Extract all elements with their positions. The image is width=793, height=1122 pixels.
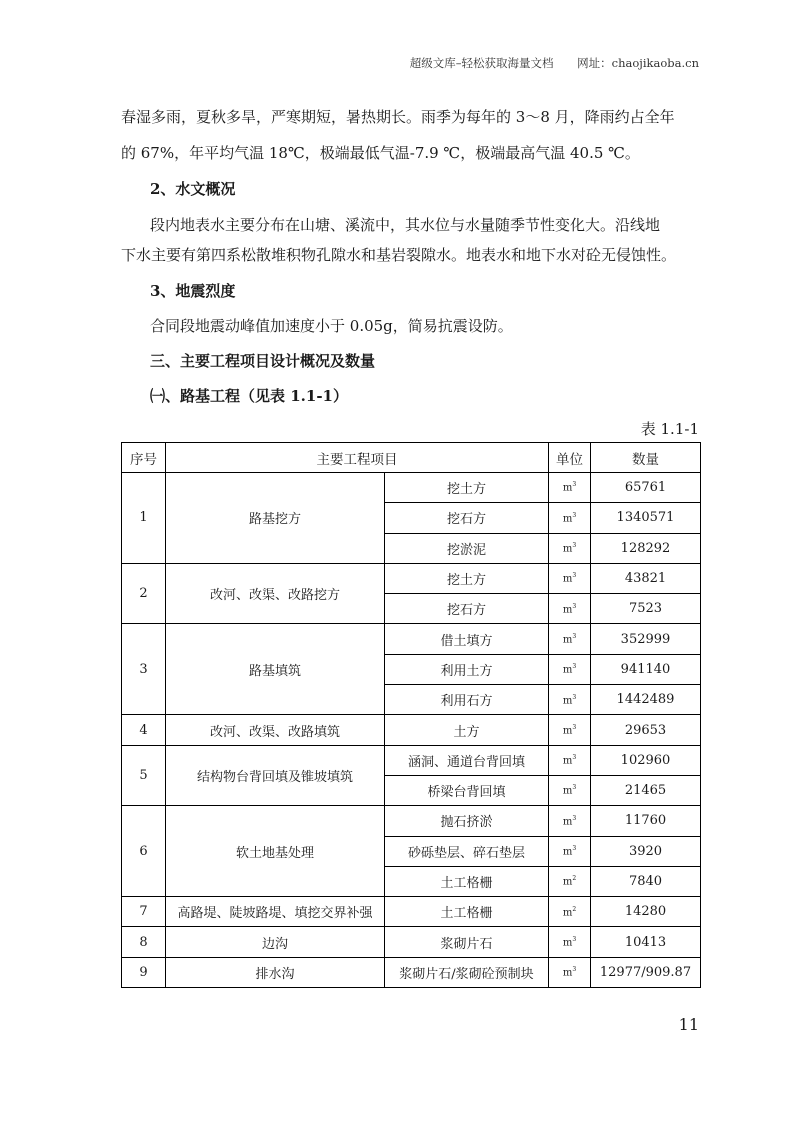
row-sub-item: 桥梁台背回填 xyxy=(385,775,549,805)
unit-exponent: 2 xyxy=(572,875,577,883)
row-unit xyxy=(549,745,591,775)
paragraph-climate-line1: 春湿多雨，夏秋多旱，严寒期短，暑热期长。雨季为每年的 3～8 月，降雨约占全年 xyxy=(121,108,675,126)
row-item-name: 路基填筑 xyxy=(166,624,385,715)
row-sub-item: 土方 xyxy=(385,715,549,745)
unit-exponent: 3 xyxy=(572,481,577,489)
table-row xyxy=(122,563,701,593)
row-quantity: 352999 xyxy=(591,624,701,654)
row-quantity: 10413 xyxy=(591,927,701,957)
row-quantity: 11760 xyxy=(591,806,701,836)
site-name: 超级文库–轻松获取海量文档 xyxy=(409,56,554,70)
unit-exponent: 3 xyxy=(572,693,577,701)
unit-base: m xyxy=(562,513,573,525)
row-quantity: 21465 xyxy=(591,775,701,805)
unit-base: m xyxy=(562,664,573,676)
table-row xyxy=(122,715,701,745)
unit-base: m xyxy=(562,816,573,828)
unit-base: m xyxy=(562,967,573,979)
row-unit xyxy=(549,806,591,836)
row-unit xyxy=(549,897,591,927)
row-sub-item: 利用土方 xyxy=(385,654,549,684)
unit-base: m xyxy=(562,694,573,706)
row-quantity: 12977/909.87 xyxy=(591,957,701,987)
unit-base: m xyxy=(562,604,573,615)
row-sub-item: 抛石挤淤 xyxy=(385,806,549,836)
unit-exponent: 3 xyxy=(572,572,577,580)
row-quantity: 65761 xyxy=(591,473,701,503)
row-quantity: 7840 xyxy=(591,866,701,896)
paragraph-hydrology-line1: 段内地表水主要分布在山塘、溪流中，其水位与水量随季节性变化大。沿线地 xyxy=(150,216,661,234)
row-sub-item: 利用石方 xyxy=(385,685,549,715)
table-header-row xyxy=(122,443,701,473)
unit-base: m xyxy=(562,482,573,494)
row-sub-item: 浆砌片石/浆砌砼预制块 xyxy=(385,957,549,987)
row-quantity: 941140 xyxy=(591,654,701,684)
row-index: 2 xyxy=(122,563,166,624)
header-quantity: 数量 xyxy=(591,443,701,473)
row-quantity: 102960 xyxy=(591,745,701,775)
row-item-name: 路基挖方 xyxy=(166,473,385,564)
row-sub-item: 挖淤泥 xyxy=(385,533,549,563)
heading-subgrade: ㈠、路基工程（见表 1.1-1） xyxy=(150,387,348,405)
header-item: 主要工程项目 xyxy=(166,443,549,473)
row-index: 9 xyxy=(122,957,166,987)
table-row xyxy=(122,473,701,503)
table-row xyxy=(122,957,701,987)
unit-exponent: 3 xyxy=(572,814,577,822)
heading-hydrology: 2、水文概况 xyxy=(150,180,236,198)
table-row xyxy=(122,624,701,654)
header-index: 序号 xyxy=(122,443,166,473)
row-quantity: 3920 xyxy=(591,836,701,866)
heading-section-3: 三、主要工程项目设计概况及数量 xyxy=(150,352,376,370)
unit-exponent: 3 xyxy=(572,784,577,792)
row-unit xyxy=(549,836,591,866)
unit-exponent: 3 xyxy=(572,542,577,550)
row-item-name: 软土地基处理 xyxy=(166,806,385,897)
row-unit xyxy=(549,775,591,805)
row-index: 1 xyxy=(122,473,166,564)
row-item-name: 高路堤、陡坡路堤、填挖交界补强 xyxy=(166,897,385,927)
row-index: 8 xyxy=(122,927,166,957)
row-sub-item: 砂砾垫层、碎石垫层 xyxy=(385,836,549,866)
page-number: 11 xyxy=(678,1015,699,1034)
quantity-table xyxy=(121,442,701,988)
row-sub-item: 土工格栅 xyxy=(385,897,549,927)
row-sub-item: 挖石方 xyxy=(385,503,549,533)
row-quantity: 14280 xyxy=(591,897,701,927)
row-quantity: 1442489 xyxy=(591,685,701,715)
unit-base: m xyxy=(562,573,573,585)
row-unit xyxy=(549,685,591,715)
row-index: 4 xyxy=(122,715,166,745)
unit-exponent: 3 xyxy=(572,966,577,974)
row-index: 5 xyxy=(122,745,166,806)
unit-base: m xyxy=(562,876,573,888)
unit-exponent: 3 xyxy=(572,602,577,610)
row-unit xyxy=(549,957,591,987)
unit-exponent: 3 xyxy=(572,723,577,731)
row-index: 7 xyxy=(122,897,166,927)
row-unit xyxy=(549,866,591,896)
row-sub-item: 挖土方 xyxy=(385,563,549,593)
unit-base: m xyxy=(562,846,573,858)
row-sub-item: 土工格栅 xyxy=(385,866,549,896)
row-item-name: 边沟 xyxy=(166,927,385,957)
row-index: 6 xyxy=(122,806,166,897)
paragraph-hydrology-line2: 下水主要有第四系松散堆积物孔隙水和基岩裂隙水。地表水和地下水对砼无侵蚀性。 xyxy=(121,246,677,264)
unit-exponent: 3 xyxy=(572,754,577,762)
table-row xyxy=(122,927,701,957)
row-item-name: 排水沟 xyxy=(166,957,385,987)
paragraph-climate-line2: 的 67%，年平均气温 18℃，极端最低气温-7.9 ℃，极端最高气温 40.5 ℃。 xyxy=(121,144,640,162)
paragraph-seismic: 合同段地震动峰值加速度小于 0.05g，简易抗震设防。 xyxy=(150,317,513,335)
page-header xyxy=(410,55,699,71)
row-unit xyxy=(549,473,591,503)
unit-base: m xyxy=(562,725,573,737)
header-unit: 单位 xyxy=(549,443,591,473)
row-sub-item: 挖石方 xyxy=(385,594,549,624)
unit-exponent: 3 xyxy=(572,632,577,640)
row-sub-item: 挖土方 xyxy=(385,473,549,503)
unit-base: m xyxy=(562,543,573,555)
row-unit xyxy=(549,533,591,563)
unit-exponent: 3 xyxy=(572,935,577,943)
row-index: 3 xyxy=(122,624,166,715)
row-item-name: 结构物台背回填及锥坡填筑 xyxy=(166,745,385,806)
row-unit xyxy=(549,503,591,533)
unit-base: m xyxy=(562,906,573,918)
unit-base: m xyxy=(562,634,573,646)
table-body xyxy=(122,473,701,988)
row-unit xyxy=(549,927,591,957)
unit-exponent: 2 xyxy=(572,905,577,913)
row-quantity: 128292 xyxy=(591,533,701,563)
unit-base: m xyxy=(562,785,573,797)
table-caption: 表 1.1-1 xyxy=(640,420,699,438)
row-item-name: 改河、改渠、改路挖方 xyxy=(166,563,385,624)
site-url: 网址：chaojikaoba.cn xyxy=(577,56,699,70)
unit-exponent: 3 xyxy=(572,845,577,853)
row-unit xyxy=(549,624,591,654)
row-quantity: 1340571 xyxy=(591,503,701,533)
row-unit xyxy=(549,654,591,684)
row-unit xyxy=(549,594,591,624)
row-quantity: 7523 xyxy=(591,594,701,624)
row-unit xyxy=(549,715,591,745)
row-sub-item: 浆砌片石 xyxy=(385,927,549,957)
row-unit xyxy=(549,563,591,593)
row-sub-item: 涵洞、通道台背回填 xyxy=(385,745,549,775)
unit-base: m xyxy=(562,755,573,767)
row-item-name: 改河、改渠、改路填筑 xyxy=(166,715,385,745)
row-quantity: 29653 xyxy=(591,715,701,745)
unit-base: m xyxy=(562,937,573,949)
heading-seismic: 3、地震烈度 xyxy=(150,282,236,300)
unit-exponent: 3 xyxy=(572,663,577,671)
table-row xyxy=(122,897,701,927)
table-row xyxy=(122,745,701,775)
row-quantity: 43821 xyxy=(591,563,701,593)
table-row xyxy=(122,806,701,836)
unit-exponent: 3 xyxy=(572,511,577,519)
row-sub-item: 借土填方 xyxy=(385,624,549,654)
